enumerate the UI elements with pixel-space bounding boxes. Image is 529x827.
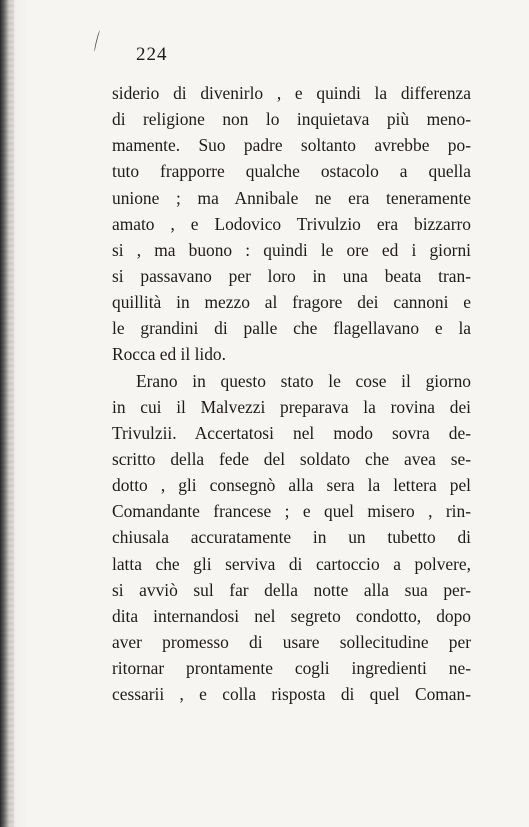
text-line: di religione non lo inquietava più meno- [112,109,471,130]
text-line: cessarii , e colla risposta di quel Coman- [112,684,471,705]
text-line: aver promesso di usare sollecitudine per [112,631,471,652]
text-line: unione ; ma Annibale ne era teneramente [112,187,471,208]
text-line: Trivulzii. Accertatosi nel modo sovra de- [112,422,471,443]
text-line: mamente. Suo padre soltanto avrebbe po- [112,135,471,156]
binding-edge [0,0,14,827]
text-line: Erano in questo stato le cose il giorno [136,370,471,391]
text-line: dita internandosi nel segreto condotto, dopo [112,605,471,626]
text-line: in cui il Malvezzi preparava la rovina dei [112,396,471,417]
text-line: tuto frapporre qualche ostacolo a quella [112,161,471,182]
text-line: amato , e Lodovico Trivulzio era bizzarro [112,213,471,234]
page-mark [93,30,101,52]
text-line: chiusala accuratamente in un tubetto di [112,527,471,548]
text-line: Comandante francese ; e quel misero , rin- [112,501,471,522]
page-number: 224 [136,44,168,65]
text-line: ritornar prontamente cogli ingredienti ne- [112,658,471,679]
text-line: quillità in mezzo al fragore dei cannoni e [112,292,471,313]
body-text [112,80,471,707]
text-line: si avviò sul far della notte alla sua per- [112,579,471,600]
text-line: siderio di divenirlo , e quindi la differenza [112,83,471,103]
text-line: si , ma buono : quindi le ore ed i giorni [112,239,471,260]
text-line: Rocca ed il lido. [112,344,226,365]
text-line: dotto , gli consegnò alla sera la lettera pel [112,475,471,496]
text-line: scritto della fede del soldato che avea se- [112,448,471,469]
text-line: latta che gli serviva di cartoccio a polvere, [112,553,471,574]
text-line: si passavano per loro in una beata tran- [112,265,471,286]
text-line: le grandini di palle che flagellavano e la [112,318,471,339]
